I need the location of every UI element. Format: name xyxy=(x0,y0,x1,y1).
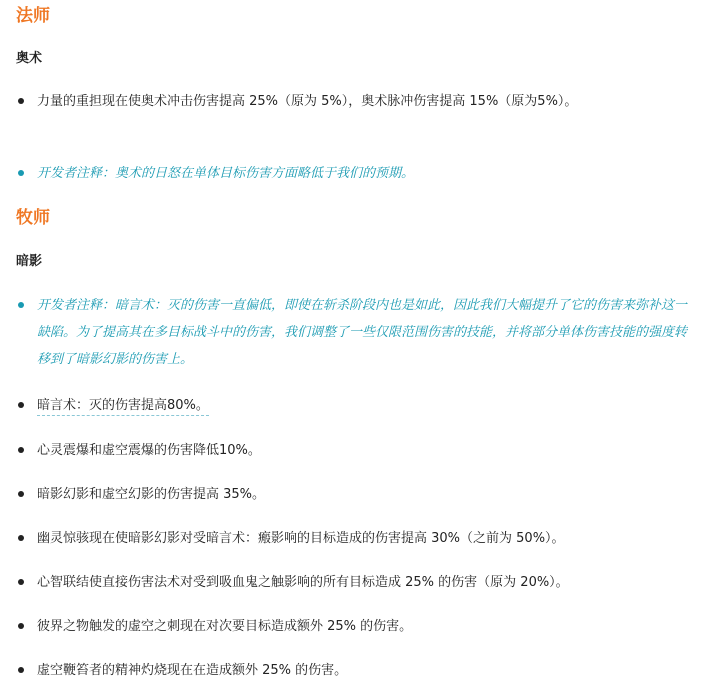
list-item-text: 虚空鞭笞者的精神灼烧现在在造成额外 25% 的伤害。 xyxy=(37,663,348,678)
bullet-icon xyxy=(18,535,24,541)
list-item-text: 心智联结使直接伤害法术对受到吸血鬼之触影响的所有目标造成 25% 的伤害（原为 20%）。 xyxy=(37,575,569,590)
list-item xyxy=(37,392,687,419)
list-item xyxy=(37,525,687,552)
list-item xyxy=(37,88,687,115)
list-item-text: 心灵震爆和虚空震爆的伤害降低10%。 xyxy=(37,443,261,458)
bullet-icon xyxy=(18,402,24,408)
developer-note xyxy=(37,160,687,187)
list-item xyxy=(37,657,687,684)
list-item-text: 暗言术：灭的伤害提高80%。 xyxy=(37,398,209,416)
spec-heading-shadow: 暗影 xyxy=(16,254,43,269)
developer-note-text: 开发者注释：暗言术：灭的伤害一直偏低，即使在斩杀阶段内也是如此，因此我们大幅提升了它的伤害来弥补这一缺陷。为了提高其在多目标战斗中的伤害，我们调整了一些仅限范围伤害的技能，并将部分单体伤害技能的强度转移到了暗影幻影的伤害上。 xyxy=(37,298,688,367)
class-heading-mage: 法师 xyxy=(16,6,50,26)
bullet-icon xyxy=(18,491,24,497)
bullet-icon xyxy=(18,667,24,673)
developer-note-text: 开发者注释：奥术的日怒在单体目标伤害方面略低于我们的预期。 xyxy=(37,166,415,181)
list-item xyxy=(37,613,687,640)
bullet-icon xyxy=(18,98,24,104)
bullet-icon xyxy=(18,579,24,585)
list-item-text: 力量的重担现在使奥术冲击伤害提高 25%（原为 5%），奥术脉冲伤害提高 15%（原为5%）。 xyxy=(37,94,578,109)
list-item xyxy=(37,437,687,464)
list-item xyxy=(37,569,687,596)
list-item-text: 幽灵惊骇现在使暗影幻影对受暗言术：瘢影响的目标造成的伤害提高 30%（之前为 50%）。 xyxy=(37,531,565,546)
list-item xyxy=(37,481,687,508)
class-heading-priest: 牧师 xyxy=(16,208,50,228)
list-item-text: 暗影幻影和虚空幻影的伤害提高 35%。 xyxy=(37,487,266,502)
bullet-icon xyxy=(18,302,24,308)
bullet-icon xyxy=(18,170,24,176)
bullet-icon xyxy=(18,447,24,453)
spec-heading-arcane: 奥术 xyxy=(16,51,43,66)
bullet-icon xyxy=(18,623,24,629)
developer-note xyxy=(37,292,687,373)
list-item-text: 彼界之物触发的虚空之刺现在对次要目标造成额外 25% 的伤害。 xyxy=(37,619,413,634)
